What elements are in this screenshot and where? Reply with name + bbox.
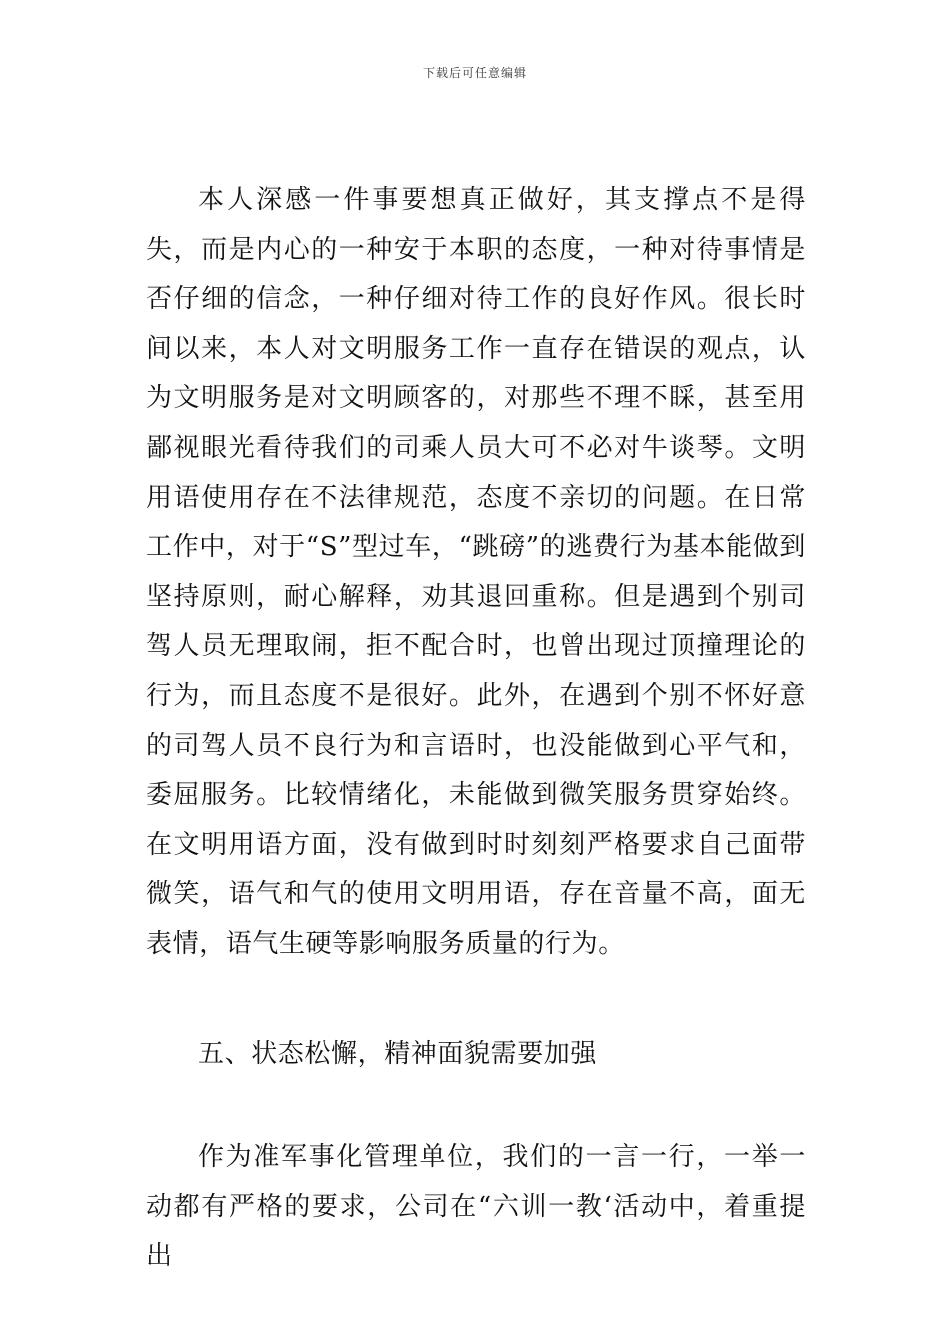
section-paragraph: 作为准军事化管理单位，我们的一言一行，一举一动都有严格的要求，公司在“六训一教‘活动中，着重提出 [146, 1142, 806, 1272]
page-header-note: 下载后可任意编辑 [422, 66, 527, 80]
section-heading: 五、状态松懈，精神面貌需要加强 [198, 1038, 598, 1069]
body-paragraph: 本人深感一件事要想真正做好，其支撑点不是得失，而是内心的一种安于本职的态度，一种对待事情是否仔细的信念，一种仔细对待工作的良好作风。很长时间以来，本人对文明服务工作一直存在错误的观点，认为文明服务是对文明顾客的，对那些不理不睬，甚至用鄙视眼光看待我们的司乘人员大可不必对牛谈琴。文明用语使用存在不法律规范，态度不亲切的问题。在日常工作中，对于“S”型过车，“跳磅”的逃费行为基本能做到坚持原则，耐心解释，劝其退回重称。但是遇到个别司驾人员无理取闹，拒不配合时，也曾出现过顶撞理论的行为，而且态度不是很好。此外，在遇到个别不怀好意的司驾人员不良行为和言语时，也没能做到心平气和，委屈服务。比较情绪化，未能做到微笑服务贯穿始终。在文明用语方面，没有做到时时刻刻严格要求自己面带微笑，语气和气的使用文明用语，存在音量不高，面无表情，语气生硬等影响服务质量的行为。 [146, 185, 806, 959]
document-body [146, 176, 806, 1282]
